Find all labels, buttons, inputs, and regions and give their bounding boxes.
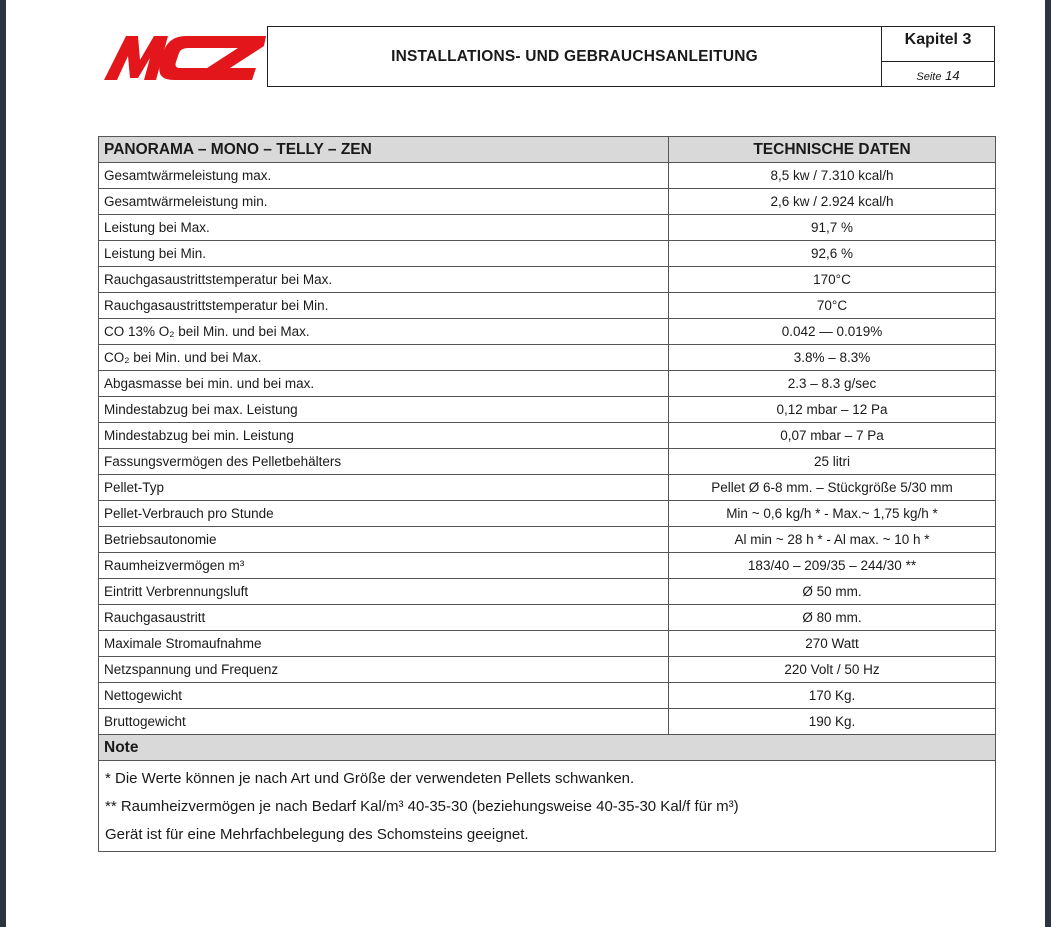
page-label xyxy=(882,68,994,83)
table-row xyxy=(99,215,996,241)
table-row xyxy=(99,449,996,475)
spec-label: Leistung bei Max. xyxy=(99,215,669,241)
table-row xyxy=(99,657,996,683)
table-row xyxy=(99,319,996,345)
spec-value: Ø 50 mm. xyxy=(669,579,996,605)
technical-data-header: TECHNISCHE DATEN xyxy=(669,137,996,163)
spec-value: Ø 80 mm. xyxy=(669,605,996,631)
logo-text: MCZ xyxy=(104,30,107,31)
table-row xyxy=(99,371,996,397)
spec-label: Mindestabzug bei max. Leistung xyxy=(99,397,669,423)
spec-value: 170°C xyxy=(669,267,996,293)
table-row xyxy=(99,579,996,605)
spec-label: Nettogewicht xyxy=(99,683,669,709)
spec-label: Gesamtwärmeleistung max. xyxy=(99,163,669,189)
chapter-label: Kapitel 3 xyxy=(904,31,972,48)
table-row xyxy=(99,709,996,735)
table-header-row xyxy=(99,137,996,163)
spec-value: 70°C xyxy=(669,293,996,319)
spec-label: Mindestabzug bei min. Leistung xyxy=(99,423,669,449)
chapter-box xyxy=(881,26,995,87)
screen-edge-left xyxy=(0,0,6,927)
spec-label: Netzspannung und Frequenz xyxy=(99,657,669,683)
notes-row xyxy=(99,761,996,852)
spec-value: 8,5 kw / 7.310 kcal/h xyxy=(669,163,996,189)
table-row xyxy=(99,293,996,319)
table-row xyxy=(99,501,996,527)
spec-value: 2,6 kw / 2.924 kcal/h xyxy=(669,189,996,215)
spec-value: 2.3 – 8.3 g/sec xyxy=(669,371,996,397)
note-line: * Die Werte können je nach Art und Größe der verwendeten Pellets schwanken. xyxy=(105,770,635,787)
spec-label: CO₂ bei Min. und bei Max. xyxy=(99,345,669,371)
spec-label: Betriebsautonomie xyxy=(99,527,669,553)
spec-label: Maximale Stromaufnahme xyxy=(99,631,669,657)
spec-value: 0,12 mbar – 12 Pa xyxy=(669,397,996,423)
note-line: Gerät ist für eine Mehrfachbelegung des Schomsteins geeignet. xyxy=(105,826,529,843)
spec-label: Leistung bei Min. xyxy=(99,241,669,267)
table-row xyxy=(99,163,996,189)
spec-label: Pellet-Verbrauch pro Stunde xyxy=(99,501,669,527)
spec-value: 270 Watt xyxy=(669,631,996,657)
spec-label: Rauchgasaustrittstemperatur bei Max. xyxy=(99,267,669,293)
table-row xyxy=(99,683,996,709)
table-row xyxy=(99,267,996,293)
table-row xyxy=(99,345,996,371)
spec-label: Bruttogewicht xyxy=(99,709,669,735)
spec-label: Rauchgasaustrittstemperatur bei Min. xyxy=(99,293,669,319)
note-line: ** Raumheizvermögen je nach Bedarf Kal/m³ 40-35-30 (beziehungsweise 40-35-30 Kal/f für m³) xyxy=(105,798,739,815)
table-row xyxy=(99,397,996,423)
document-title: INSTALLATIONS- UND GEBRAUCHSANLEITUNG xyxy=(391,47,758,65)
document-title-box xyxy=(267,26,882,87)
spec-value: 92,6 % xyxy=(669,241,996,267)
spec-label: Raumheizvermögen m³ xyxy=(99,553,669,579)
spec-value: Pellet Ø 6-8 mm. – Stückgröße 5/30 mm xyxy=(669,475,996,501)
spec-label: Rauchgasaustritt xyxy=(99,605,669,631)
spec-value: 0.042 — 0.019% xyxy=(669,319,996,345)
spec-value: 91,7 % xyxy=(669,215,996,241)
spec-value: 220 Volt / 50 Hz xyxy=(669,657,996,683)
spec-label: Abgasmasse bei min. und bei max. xyxy=(99,371,669,397)
spec-value: Al min ~ 28 h * - Al max. ~ 10 h * xyxy=(669,527,996,553)
spec-value: 0,07 mbar – 7 Pa xyxy=(669,423,996,449)
models-header: PANORAMA – MONO – TELLY – ZEN xyxy=(99,137,669,163)
spec-label: CO 13% O₂ beil Min. und bei Max. xyxy=(99,319,669,345)
spec-label: Gesamtwärmeleistung min. xyxy=(99,189,669,215)
technical-data-table xyxy=(98,136,996,852)
spec-value: 190 Kg. xyxy=(669,709,996,735)
note-header-row xyxy=(99,735,996,761)
table-row xyxy=(99,605,996,631)
screen-edge-right xyxy=(1045,0,1051,927)
spec-value: 25 litri xyxy=(669,449,996,475)
table-row xyxy=(99,189,996,215)
table-row xyxy=(99,631,996,657)
chapter-divider xyxy=(882,61,994,62)
note-header: Note xyxy=(99,735,996,761)
table-row xyxy=(99,475,996,501)
page-number: 14 xyxy=(945,68,960,83)
table-row xyxy=(99,241,996,267)
page-word: Seite xyxy=(916,71,942,83)
spec-label: Eintritt Verbrennungsluft xyxy=(99,579,669,605)
spec-label: Fassungsvermögen des Pelletbehälters xyxy=(99,449,669,475)
spec-value: 183/40 – 209/35 – 244/30 ** xyxy=(669,553,996,579)
spec-label: Pellet-Typ xyxy=(99,475,669,501)
mcz-logo xyxy=(104,30,266,82)
notes-cell xyxy=(99,761,996,852)
spec-value: 170 Kg. xyxy=(669,683,996,709)
spec-value: Min ~ 0,6 kg/h * - Max.~ 1,75 kg/h * xyxy=(669,501,996,527)
table-row xyxy=(99,553,996,579)
table-row xyxy=(99,527,996,553)
spec-value: 3.8% – 8.3% xyxy=(669,345,996,371)
table-row xyxy=(99,423,996,449)
